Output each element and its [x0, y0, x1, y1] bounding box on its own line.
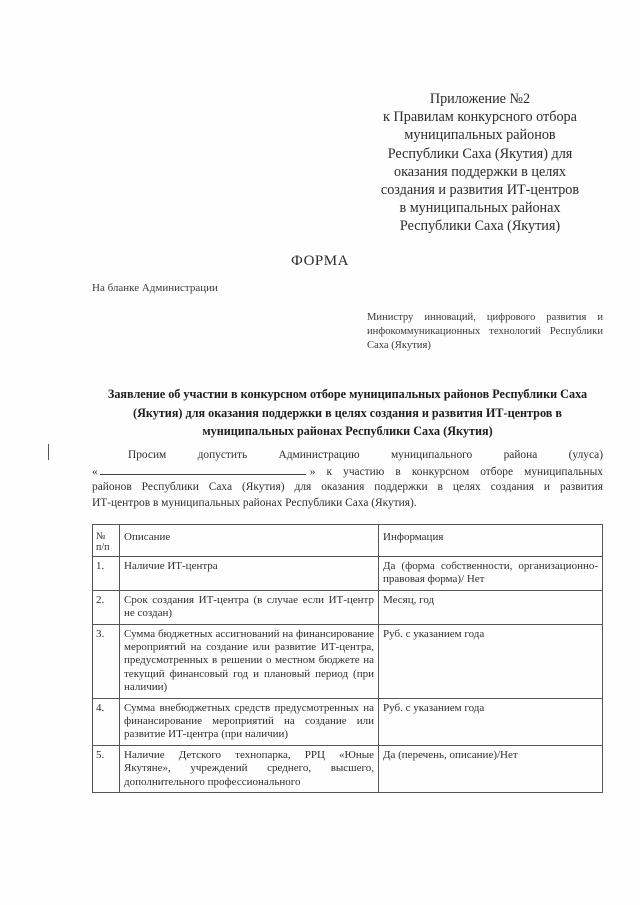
request-word: муниципального	[390, 449, 473, 461]
header-description: Описание	[120, 525, 379, 557]
row-information: Да (перечень, описание)/Нет	[379, 745, 603, 792]
table-row	[93, 745, 603, 792]
row-number: 1.	[93, 557, 120, 591]
open-quote: «	[92, 465, 98, 478]
addressee-block: Министру инноваций, цифрового развития и инфокоммуникационных технологий Республики Саха (Якутия)	[367, 312, 603, 351]
row-description: Сумма бюджетных ассигнований на финансирование мероприятий на создание или развитие ИТ-центра, предусмотренных в решении о местном бюджете на текущий финансовый год и плановый период (при наличии)	[120, 624, 379, 698]
appendix-line: Республики Саха (Якутия) для	[387, 145, 573, 162]
request-line-2	[92, 464, 603, 481]
row-description: Сумма внебюджетных средств предусмотренных на финансирование мероприятий на создание или развитие ИТ-центра (при наличии)	[120, 698, 379, 745]
header-number: № п/п	[93, 525, 120, 557]
table-row	[93, 698, 603, 745]
table-row	[93, 590, 603, 624]
statement-title: Заявление об участии в конкурсном отборе муниципальных районов Республики Саха (Якутия) для оказания поддержки в целях создания и развития ИТ-центров в муниципальных районах Республики Саха (Якутия)	[107, 387, 588, 438]
appendix-line: к Правилам конкурсного отбора	[383, 109, 577, 126]
letterhead-note: На бланке Администрации	[92, 282, 218, 294]
row-description: Срок создания ИТ-центра (в случае если ИТ-центр не создан)	[120, 590, 379, 624]
row-number: 2.	[93, 590, 120, 624]
request-word: района	[503, 449, 538, 461]
district-name-blank[interactable]	[100, 464, 306, 475]
request-line-2-text: » к участию в конкурсном отборе муниципальных	[309, 465, 603, 478]
request-line-1	[92, 448, 603, 464]
table-row	[93, 624, 603, 698]
request-word: допустить	[197, 449, 248, 461]
information-table	[92, 524, 603, 793]
row-number: 5.	[93, 745, 120, 792]
appendix-line: в муниципальных районах	[399, 200, 561, 217]
row-information: Руб. с указанием года	[379, 624, 603, 698]
appendix-line: создания и развития ИТ-центров	[380, 182, 580, 199]
header-information: Информация	[379, 525, 603, 557]
table-row	[93, 557, 603, 591]
form-label: ФОРМА	[291, 253, 349, 269]
request-line-3: районов Республики Саха (Якутия) для оказания поддержки в целях создания и развития	[92, 481, 603, 493]
appendix-line: Республики Саха (Якутия)	[399, 218, 561, 235]
appendix-line: муниципальных районов	[404, 127, 556, 144]
row-description: Наличие Детского технопарка, РРЦ «Юные Якутяне», учреждений среднего, высшего, дополнительного профессионального	[120, 745, 379, 792]
appendix-line: Приложение №2	[429, 91, 531, 107]
request-paragraph	[92, 448, 603, 511]
row-number: 3.	[93, 624, 120, 698]
row-number: 4.	[93, 698, 120, 745]
row-information: Руб. с указанием года	[379, 698, 603, 745]
table-header-row	[93, 525, 603, 557]
appendix-header	[360, 90, 600, 236]
row-description: Наличие ИТ-центра	[120, 557, 379, 591]
request-line-4: ИТ-центров в муниципальных районах Республики Саха (Якутия).	[92, 496, 417, 509]
row-information: Да (форма собственности, организационно-правовая форма)/ Нет	[379, 557, 603, 591]
request-word: (улуса)	[568, 449, 603, 461]
appendix-line: оказания поддержки в целях	[393, 163, 566, 180]
margin-mark	[48, 444, 49, 460]
request-word: Просим	[128, 449, 167, 461]
request-word: Администрацию	[278, 449, 360, 461]
row-information: Месяц, год	[379, 590, 603, 624]
